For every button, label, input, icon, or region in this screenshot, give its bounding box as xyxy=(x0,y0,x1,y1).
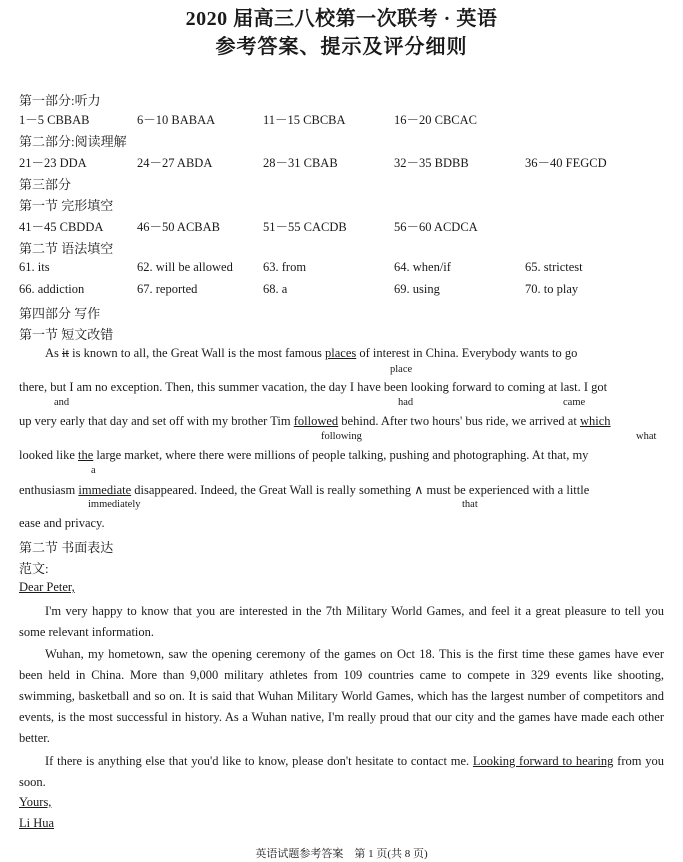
error-word: which xyxy=(579,414,611,428)
reading-answer: 36－40 FEGCD xyxy=(525,156,607,170)
letter-signature: Li Hua xyxy=(19,816,55,830)
grammar-answer: 65. strictest xyxy=(525,260,583,274)
error-word: the xyxy=(78,448,94,462)
error-correction-line: enthusiasm immediate disappeared. Indeed, the Great Wall is really something ∧ must be experienced with a little xyxy=(19,483,590,497)
insert-caret: ∧ xyxy=(414,483,424,497)
correction-word: place xyxy=(390,364,413,375)
letter-salutation: Dear Peter, xyxy=(19,580,75,594)
listening-answer: 16－20 CBCAC xyxy=(394,113,478,127)
correction-word: following xyxy=(321,431,362,442)
deleted-word: it xyxy=(62,346,69,360)
letter-paragraph: Wuhan, my hometown, saw the opening ceremony of the games on Oct 18. This is the first time these games have ever been held in China. More than 9,000 military athletes from 109 countries came to compete in 329 events like shooting, swimming, basketball and so on. It is said that Wuhan Military World Games, which has the largest number of competitors and events, is the most successful in history. As a Wuhan native, I'm really proud that our city and the games have made each other better. xyxy=(19,647,664,745)
grammar-fill-heading: 第二节 语法填空 xyxy=(19,241,114,256)
correction-word: came xyxy=(563,397,586,408)
document-title: 2020 届高三八校第一次联考 · 英语 xyxy=(185,8,498,30)
error-word: places xyxy=(325,346,357,360)
reading-answer: 24－27 ABDA xyxy=(137,156,213,170)
error-correction-line: looked like the large market, where there were millions of people talking, pushing and photographing. At that, my xyxy=(19,448,589,462)
correction-word: a xyxy=(91,465,96,476)
grammar-answer: 64. when/if xyxy=(394,260,451,274)
part1-heading: 第一部分:听力 xyxy=(19,93,101,108)
cloze-answer: 51－55 CACDB xyxy=(263,220,347,234)
letter-paragraph: I'm very happy to know that you are interested in the 7th Military World Games, and feel it a great pleasure to tell you some relevant information. xyxy=(19,604,664,639)
listening-answer: 6－10 BABAA xyxy=(137,113,216,127)
cloze-answer: 56－60 ACDCA xyxy=(394,220,478,234)
cloze-heading: 第一节 完形填空 xyxy=(19,198,114,213)
part4-heading: 第四部分 写作 xyxy=(19,306,101,321)
error-correction-line: there, but I am no exception. Then, this summer vacation, the day I have been looking forward to coming at last. I got xyxy=(19,380,608,394)
cloze-answer: 46－50 ACBAB xyxy=(137,220,221,234)
page-footer: 英语试题参考答案 第 1 页(共 8 页) xyxy=(255,848,428,860)
error-correction-line: up very early that day and set off with my brother Tim followed behind. After two hours' bus ride, we arrived at which xyxy=(19,414,611,428)
grammar-answer: 68. a xyxy=(263,282,288,296)
letter-closing: Yours, xyxy=(19,795,52,809)
reading-answer: 28－31 CBAB xyxy=(263,156,338,170)
cloze-answer: 41－45 CBDDA xyxy=(19,220,104,234)
grammar-answer: 63. from xyxy=(263,260,307,274)
grammar-answer: 61. its xyxy=(19,260,50,274)
correction-word: had xyxy=(398,397,414,408)
correction-word: and xyxy=(54,397,70,408)
grammar-answer: 67. reported xyxy=(137,282,198,296)
correction-word: what xyxy=(636,431,657,442)
error-word: followed xyxy=(293,414,339,428)
grammar-answer: 66. addiction xyxy=(19,282,85,296)
part3-heading: 第三部分 xyxy=(19,177,72,192)
part2-heading: 第二部分:阅读理解 xyxy=(19,134,127,149)
writing-heading: 第二节 书面表达 xyxy=(19,540,114,555)
document-subtitle: 参考答案、提示及评分细则 xyxy=(215,36,468,58)
reading-answer: 21－23 DDA xyxy=(19,156,87,170)
reading-answer: 32－35 BDBB xyxy=(394,156,469,170)
listening-answer: 11－15 CBCBA xyxy=(263,113,346,127)
error-correction-heading: 第一节 短文改错 xyxy=(19,327,114,342)
error-correction-line: As it is known to all, the Great Wall is the most famous places of interest in China. Everybody wants to go xyxy=(45,346,578,360)
error-word: immediate xyxy=(78,483,132,497)
error-correction-line: ease and privacy. xyxy=(19,516,105,530)
grammar-answer: 62. will be allowed xyxy=(137,260,233,274)
letter-paragraph: If there is anything else that you'd like to know, please don't hesitate to contact me. Looking forward to hearing from you soon. xyxy=(19,754,664,789)
listening-answer: 1－5 CBBAB xyxy=(19,113,90,127)
grammar-answer: 70. to play xyxy=(525,282,579,296)
correction-word: that xyxy=(462,499,478,510)
correction-word: immediately xyxy=(88,499,141,510)
sample-label: 范文: xyxy=(19,561,49,576)
grammar-answer: 69. using xyxy=(394,282,440,296)
